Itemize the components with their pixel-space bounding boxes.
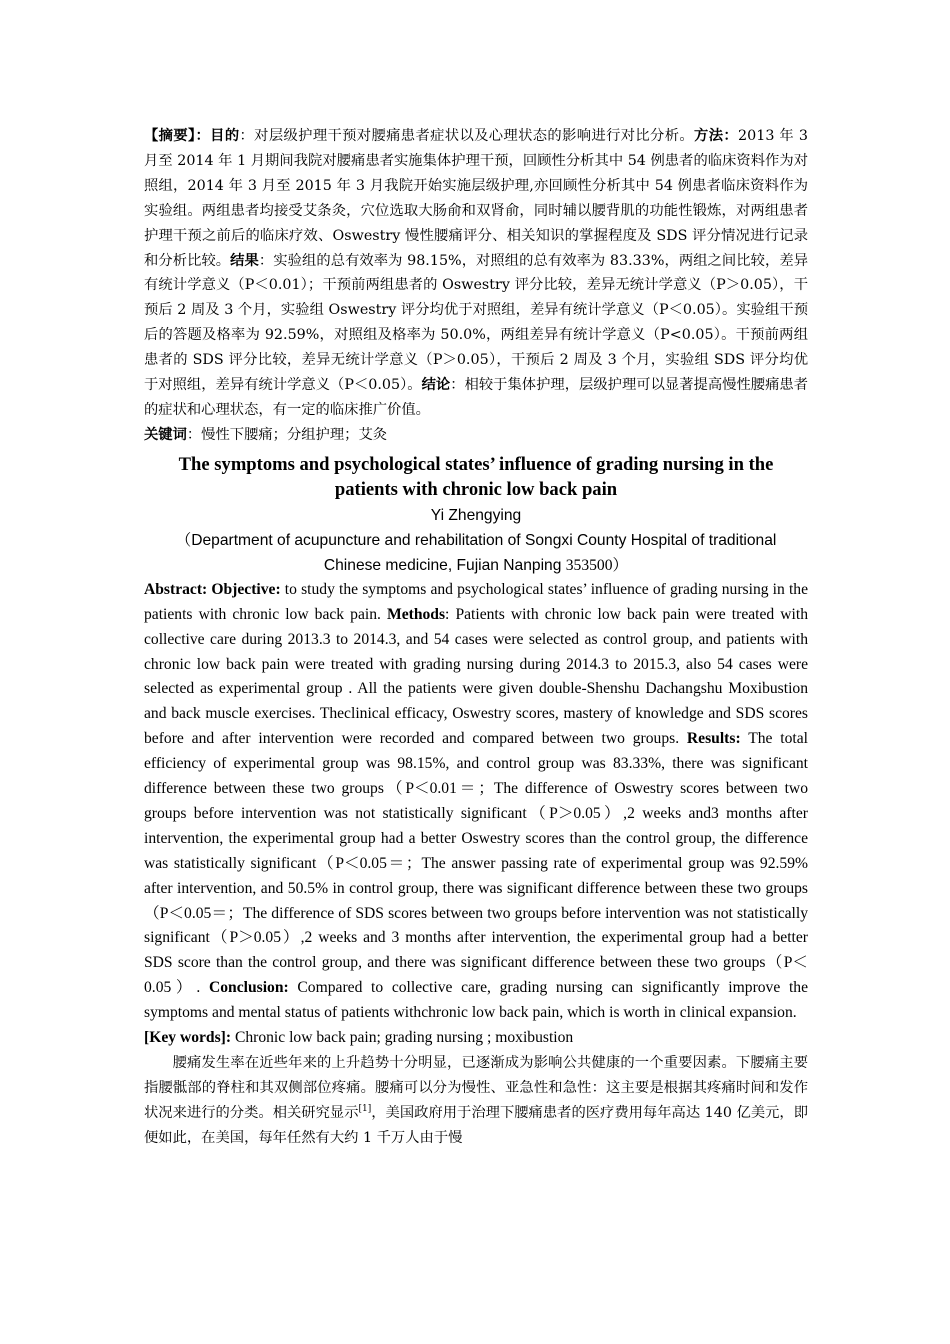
- en-objective-label: Objective:: [211, 580, 281, 598]
- en-objective-text: to study the symptoms and psychological states’ influence of grading nursing in the patients with chronic low back pain.: [144, 580, 809, 623]
- affiliation: [144, 528, 808, 578]
- cn-methods-text: 2013 年 3 月至 2014 年 1 月期间我院对腰痛患者实施集体护理干预，回顾性分析其中 54 例患者的临床资料作为对照组，2014 年 3 月至 2015 年 3 月我院开始实施层级护理,亦回顾性分析其中 54 例患者临床资料作为实验组。两组患者均接受艾条灸，穴位选取大肠俞和双肾俞，同时辅以腰背肌的功能性锻炼，对两组患者护理干预之前后的临床疗效、Oswestry 慢性腰痛评分、相关知识的掌握程度及 SDS 评分情况进行记录和分析比较。: [144, 128, 809, 269]
- english-title-line2: patients with chronic low back pain: [334, 479, 618, 501]
- english-title: [144, 452, 808, 503]
- en-methods-text: : Patients with chronic low back pain were treated with collective care during 2013.3 to 2014.3, and 54 cases were selected as control group, and patients with chronic low back pain were treated with grading nursing during 2014.3 to 2015.3, also 54 cases were selected as experimental group . All the patients were given double-Shenshu Dachangshu Moxibustion and back muscle exercises. Theclinical efficacy, Oswestry scores, mastery of knowledge and SDS scores before and after intervention were recorded and compared between two groups.: [144, 605, 809, 748]
- en-methods-label: Methods: [387, 605, 446, 623]
- cn-abstract-label: 【摘要】：: [144, 128, 211, 144]
- english-keywords: [144, 1026, 808, 1051]
- english-abstract: [144, 578, 808, 1026]
- affiliation-close: ）: [612, 556, 629, 574]
- body-paragraph: [144, 1051, 808, 1151]
- cn-objective-text: ：对层级护理干预对腰痛患者症状以及心理状态的影响进行对比分析。: [239, 128, 695, 144]
- affiliation-zip: 353500: [565, 556, 613, 574]
- en-results-text: The total efficiency of experimental group was 98.15%, and control group was 83.33%, there was significant difference between these two groups（P＜0.01＝；The difference of Oswestry scores between two groups before intervention was not statistically significant（P＞0.05）,2 weeks and3 months after intervention, the experimental group had a better Oswestry scores than the control group, the difference was statistically significant（P＜0.05＝；The answer passing rate of experimental group was 92.59% after intervention, and 50.5% in control group, there was significant difference between these two groups（P＜0.05＝；The difference of SDS scores between two groups before intervention was not statistically significant（P＞0.05）,2 weeks and 3 months after intervention, the experimental group had a better SDS score than the control group, and there was significant difference between these two groups（P＜0.05）.: [144, 730, 808, 997]
- english-title-line1: The symptoms and psychological states’ influence of grading nursing in the: [178, 453, 774, 475]
- en-keywords-label: [Key words]:: [144, 1029, 232, 1047]
- en-abstract-label: Abstract:: [144, 580, 212, 598]
- cn-keywords-text: ：慢性下腰痛；分组护理；艾灸: [186, 426, 388, 443]
- body-text-b: ，美国政府用于治理下腰痛患者的医疗费用每年高达 140 亿美元，即便如此，在美国，每年任然有大约 1 千万人由于慢: [144, 1104, 809, 1146]
- cn-objective-label: 目的: [210, 128, 240, 144]
- affiliation-line2: [144, 553, 808, 578]
- body-text-a: 腰痛发生率在近些年来的上升趋势十分明显，已逐渐成为影响公共健康的一个重要因素。下腰痛主要指腰骶部的脊柱和其双侧部位疼痛。腰痛可以分为慢性、亚急性和急性：这主要是根据其疼痛时间和发作状况来进行的分类。相关研究显示: [144, 1055, 808, 1121]
- en-results-label: Results:: [686, 730, 741, 748]
- cn-results-label: 结果: [230, 252, 259, 269]
- reference-marker[interactable]: [1]: [358, 1104, 372, 1115]
- affiliation-line1: （Department of acupuncture and rehabilitation of Songxi County Hospital of traditional: [175, 531, 777, 549]
- cn-conclusion-label: 结论: [421, 377, 451, 394]
- author-name: Yi Zhengying: [430, 506, 522, 524]
- en-conclusion-text: Compared to collective care, grading nursing can significantly improve the symptoms and mental status of patients withchronic low back pain, which is worth in clinical expansion.: [144, 979, 808, 1022]
- cn-results-text: ：实验组的总有效率为 98.15%，对照组的总有效率为 83.33%，两组之间比较，差异有统计学意义（P＜0.01）；干预前两组患者的 Oswestry 评分比较，差异无统计学意义（P＞0.05），干预后 2 周及 3 个月，实验组 Oswestry 评分均优于对照组，差异有统计学意义（P＜0.05）。实验组干预后的答题及格率为 92.59%，对照组及格率为 50.0%，两组差异有统计学意义（P<0.05）。干预前两组患者的 SDS 评分比较，差异无统计学意义（P＞0.05），干预后 2 周及 3 个月，实验组 SDS 评分均优于对照组，差异有统计学意义（P＜0.05）。: [144, 252, 809, 394]
- en-conclusion-label: Conclusion:: [209, 979, 289, 997]
- chinese-abstract: [144, 124, 808, 423]
- chinese-keywords: [144, 423, 808, 448]
- en-keywords-text: Chronic low back pain; grading nursing ; moxibustion: [231, 1029, 574, 1047]
- cn-conclusion-text: ：相较于集体护理，层级护理可以显著提高慢性腰痛患者的症状和心理状态，有一定的临床推广价值。: [144, 377, 809, 418]
- paper-page: [144, 124, 808, 1151]
- cn-keywords-label: 关键词: [144, 426, 187, 443]
- affiliation-line2-text: Chinese medicine, Fujian Nanping: [323, 556, 566, 574]
- cn-methods-label: 方法：: [694, 128, 739, 144]
